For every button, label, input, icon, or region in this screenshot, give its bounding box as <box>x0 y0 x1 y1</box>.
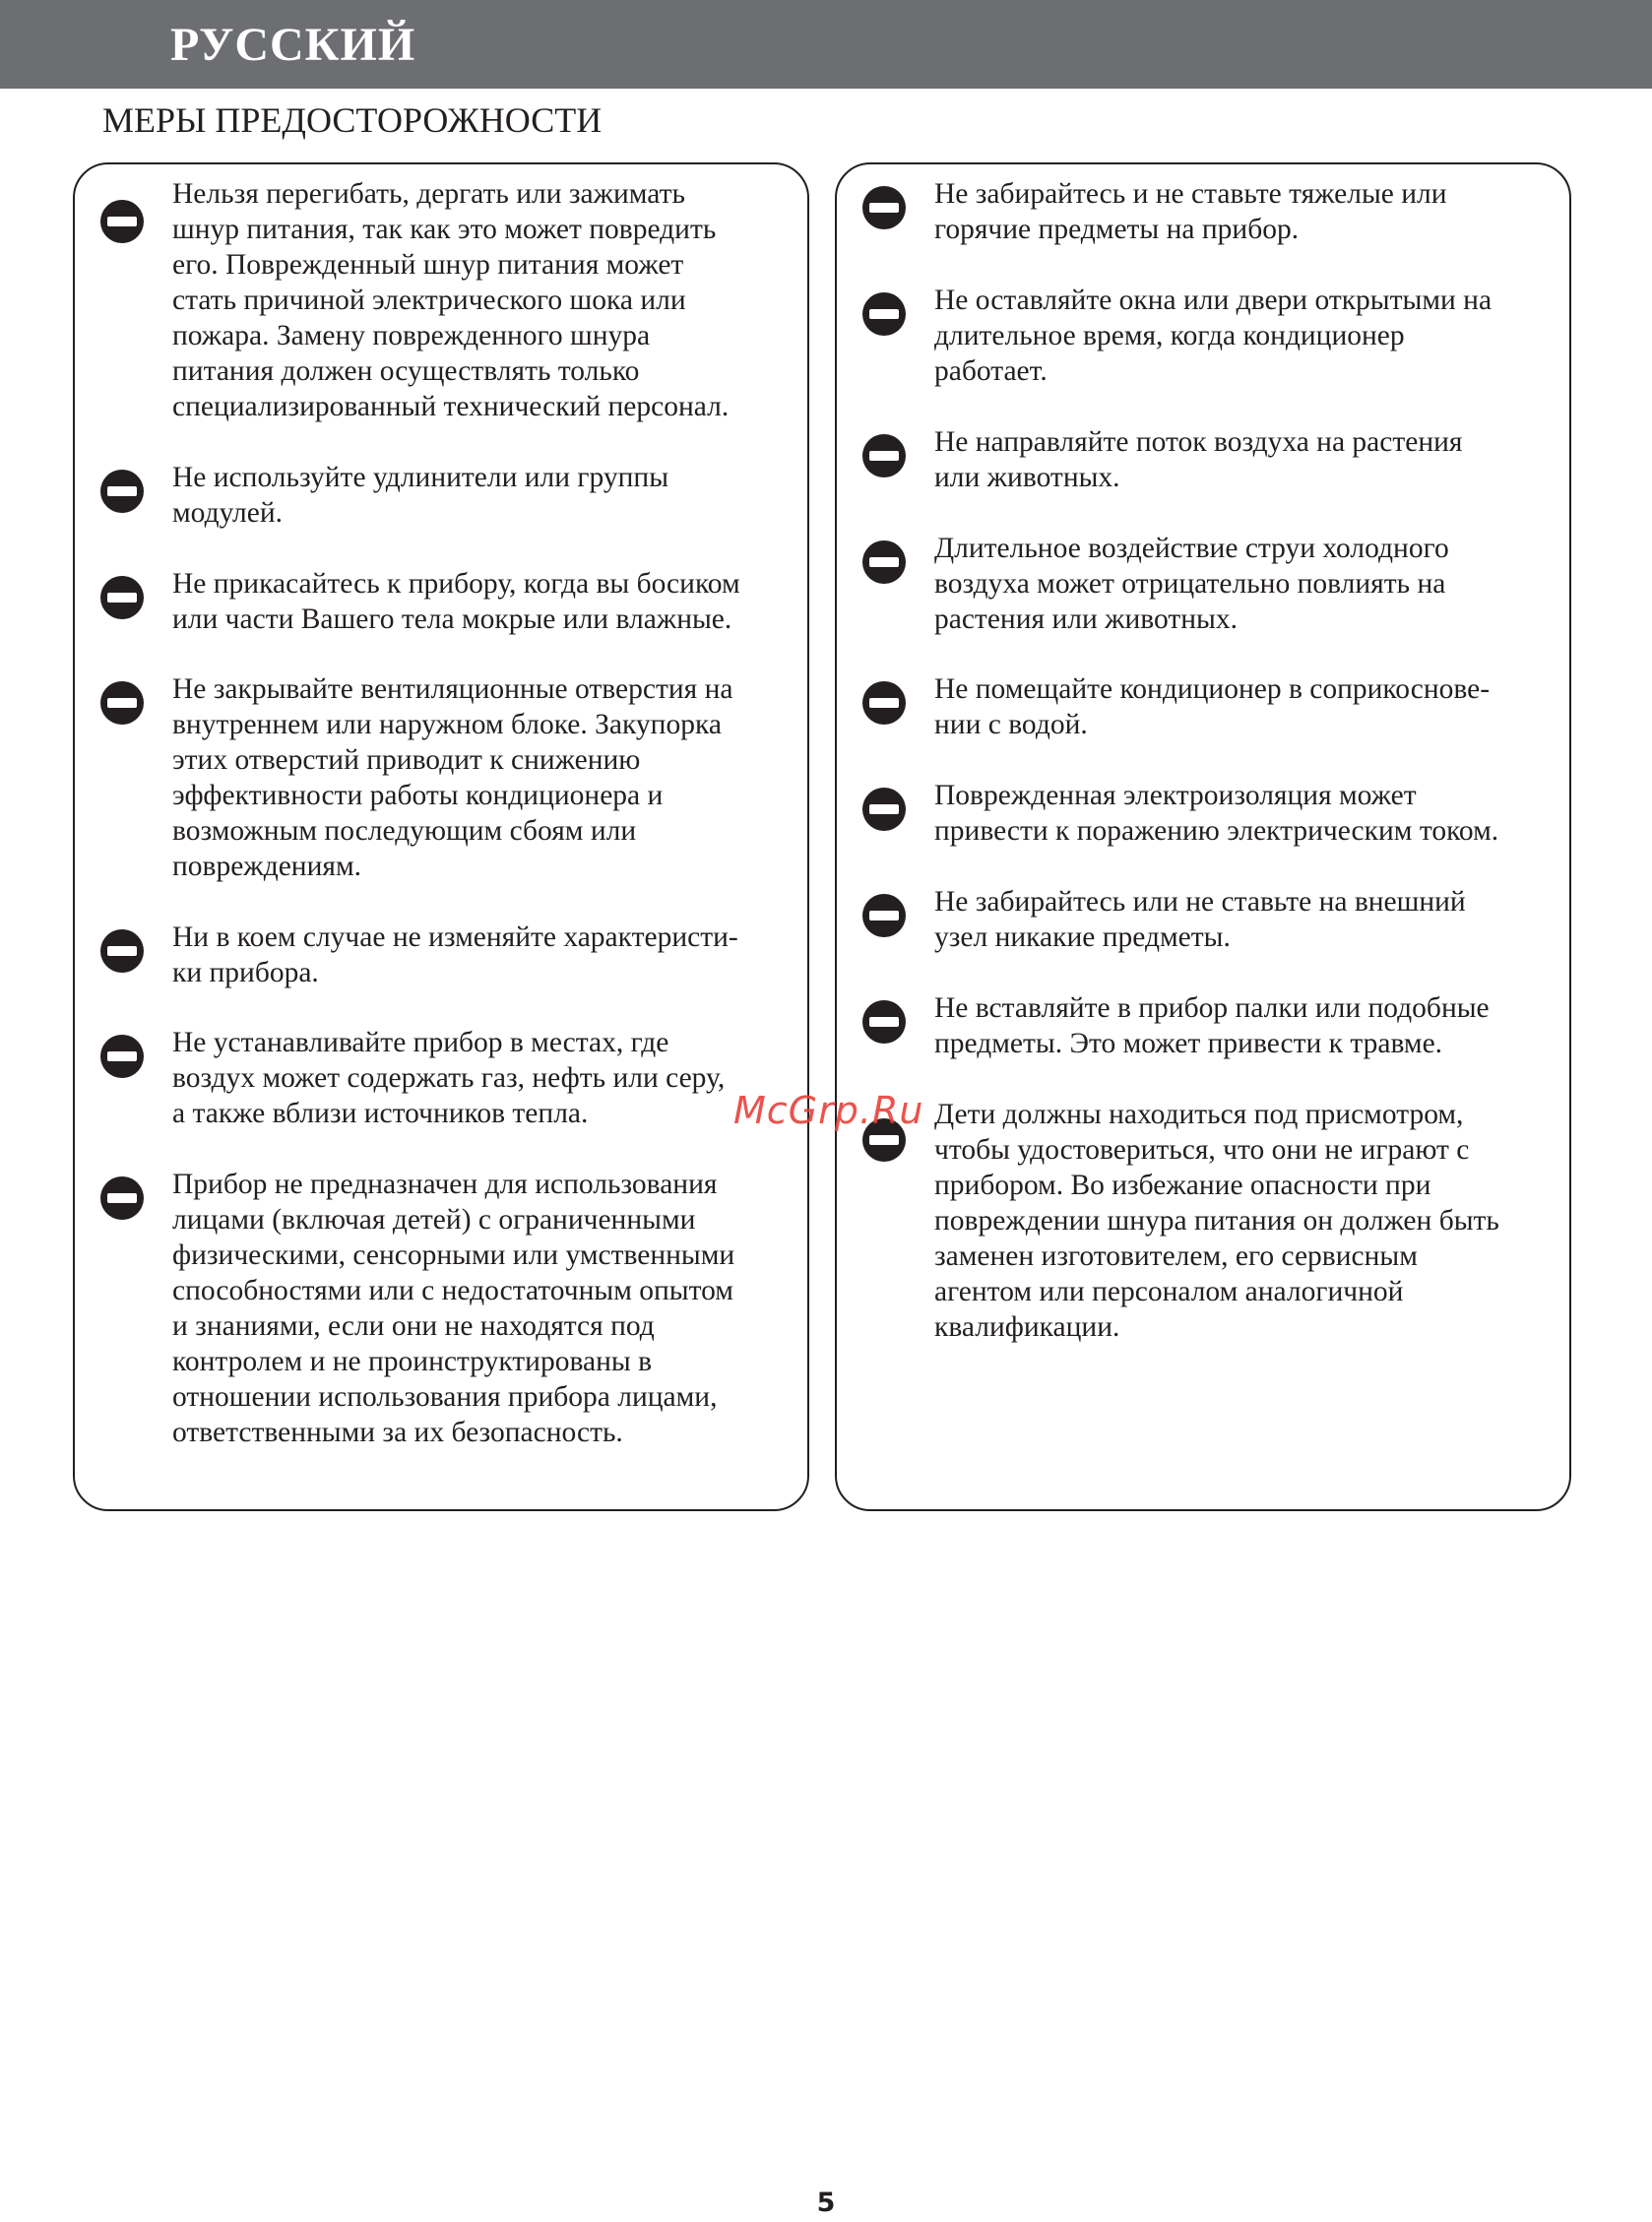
precaution-text: Дети должны находиться под присмотром, чтобы удостовериться, что они не играют с прибором. Во избежание опасности при повреждении шнура питания он должен быть заменен изготовителем, его сервисным агентом или персоналом аналогичной квалификации. <box>934 1099 1499 1343</box>
no-entry-icon <box>100 681 144 725</box>
no-entry-icon <box>862 434 906 477</box>
no-entry-icon <box>100 1176 144 1220</box>
precaution-text: Поврежденная электроизоляция может привести к поражению электрическим током. <box>934 780 1499 847</box>
no-entry-icon <box>862 1000 906 1044</box>
precaution-text: Не прикасайтесь к прибору, когда вы босиком или части Вашего тела мокрые или влажные. <box>172 568 740 635</box>
precaution-text: Не забирайтесь или не ставьте на внешний узел никакие предметы. <box>934 886 1466 953</box>
section-title: МЕРЫ ПРЕДОСТОРОЖНОСТИ <box>102 100 603 140</box>
precaution-text: Не вставляйте в прибор палки или подобные предметы. Это может привести к травме. <box>934 992 1490 1059</box>
no-entry-icon <box>100 200 144 243</box>
no-entry-icon <box>862 788 906 831</box>
header-title: РУССКИЙ <box>170 19 416 71</box>
no-entry-icon <box>100 470 144 513</box>
header-bar <box>0 0 1652 89</box>
precaution-text: Нельзя перегибать, дергать или зажимать шнур питания, так как это может повредить его. Поврежденный шнур питания может стать причиной электрического шока или пожара. Замену поврежденного шнура питания должен осуществлять только специализированный технический персонал. <box>172 178 730 422</box>
no-entry-icon <box>862 540 906 584</box>
precautions-panel-left <box>73 162 809 1511</box>
no-entry-icon <box>100 1035 144 1078</box>
precaution-text: Не оставляйте окна или двери открытыми на длительное время, когда кондиционер работает. <box>934 285 1493 387</box>
precaution-text: Длительное воздействие струи холодного воздуха может отрицательно повлиять на растения или животных. <box>934 533 1449 635</box>
no-entry-icon <box>100 576 144 619</box>
page-number: 5 <box>816 2188 836 2218</box>
precaution-text: Не устанавливайте прибор в местах, где воздух может содержать газ, нефть или серу, а также вблизи источников тепла. <box>172 1027 726 1129</box>
precautions-panel-right <box>835 162 1571 1511</box>
precaution-text: Прибор не предназначен для использования лицами (включая детей) с ограниченными физическими, сенсорными или умственными способностями или с недостаточным опытом и знаниями, если они не находятся под контролем и не проинструктированы в отношении использования прибора лицами, ответственными за их безопасность. <box>172 1169 735 1448</box>
no-entry-icon <box>100 929 144 973</box>
no-entry-icon <box>862 292 906 336</box>
watermark: McGrp.Ru <box>733 1089 924 1132</box>
precaution-text: Не направляйте поток воздуха на растения или животных. <box>934 426 1463 493</box>
no-entry-icon <box>862 894 906 937</box>
precaution-text: Не используйте удлинители или группы модулей. <box>172 462 669 529</box>
precaution-text: Ни в коем случае не изменяйте характеристи- ки прибора. <box>172 921 738 988</box>
precaution-text: Не закрывайте вентиляционные отверстия на внутреннем или наружном блоке. Закупорка этих отверстий приводит к снижению эффективности работы кондиционера и возможным последующим сбоям или повреждениям. <box>172 673 733 882</box>
no-entry-icon <box>862 186 906 229</box>
precaution-text: Не помещайте кондиционер в соприкоснове- нии с водой. <box>934 673 1491 740</box>
precaution-text: Не забирайтесь и не ставьте тяжелые или горячие предметы на прибор. <box>934 178 1447 245</box>
no-entry-icon <box>862 681 906 725</box>
